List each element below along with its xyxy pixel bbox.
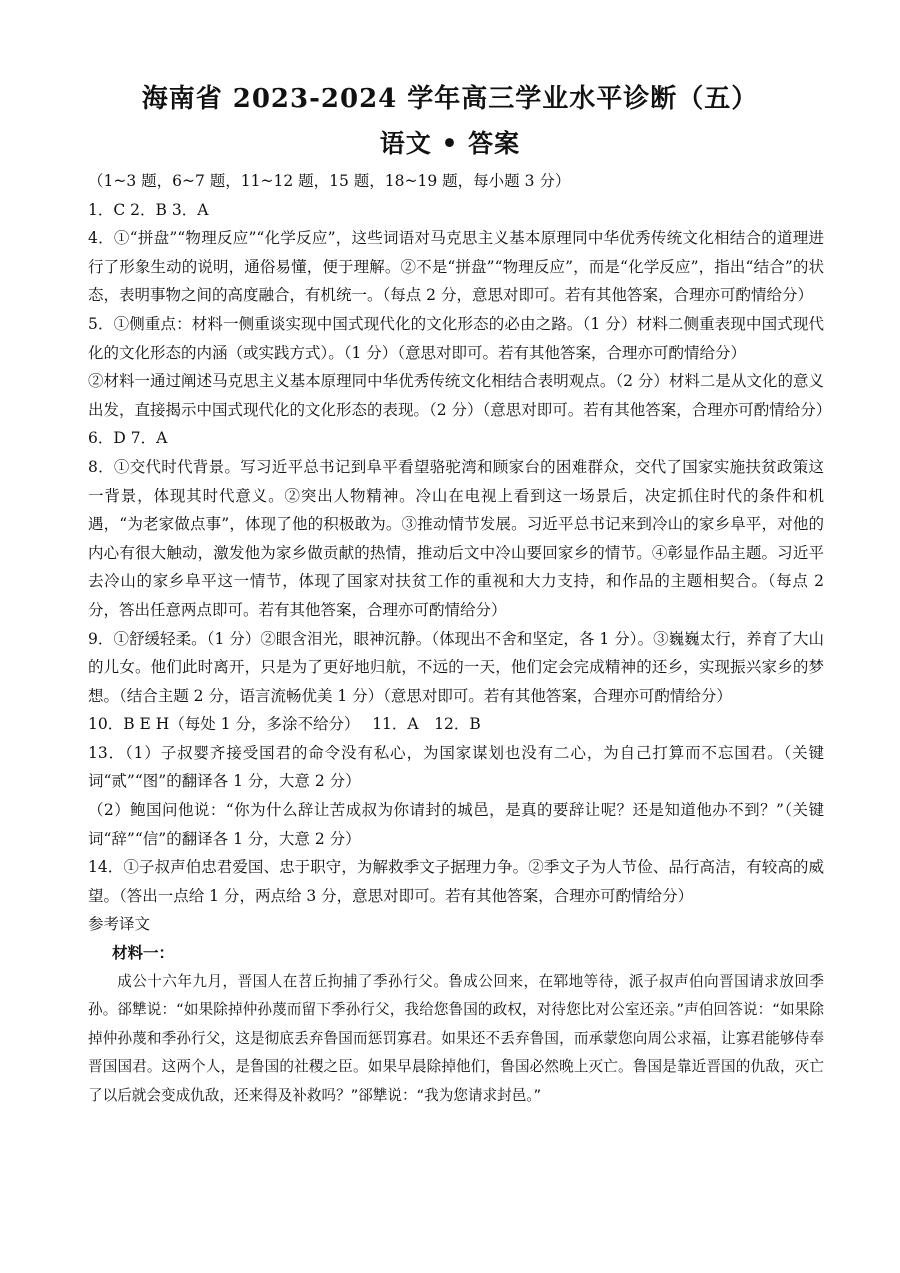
answer-q5-part2: ②材料一通过阐述马克思主义基本原理同中华优秀传统文化相结合表明观点。（2 分）材料二是从文化的意义出发，直接揭示中国式现代化的文化形态的表现。（2 分）（意思对即可。若有其他答案，合理亦可酌情给分） <box>88 372 832 419</box>
page-title: 海南省 2023-2024 学年高三学业水平诊断（五） <box>141 84 759 114</box>
answer-q13-1: 13．（1）子叔婴齐接受国君的命令没有私心，为国家谋划也没有二心，为自己打算而不忘国君。（关键词“贰”“图”的翻译各 1 分，大意 2 分） <box>88 743 824 791</box>
answer-q13-2: （2）鲍国问他说：“你为什么辞让苦成叔为你请封的城邑，是真的要辞让呢？还是知道他办不到？”（关键词“辞”“信”的翻译各 1 分，大意 2 分） <box>88 801 824 848</box>
page-subtitle: 语文 • 答案 <box>379 129 521 158</box>
material-one-translation: 成公十六年九月，晋国人在苕丘拘捕了季孙行父。鲁成公回来，在郓地等待，派子叔声伯向晋国请求放回季孙。郤犨说：“如果除掉仲孙蔑而留下季孙行父，我给您鲁国的政权，对待您比对公室还亲。”声伯回答说：“如果除掉仲孙蔑和季孙行父，这是彻底丢弃鲁国而惩罚寡君。如果还不丢弃鲁国，而承蒙您向周公求福，让寡君能够侍奉晋国国君。这两个人，是鲁国的社稷之臣。如果早晨除掉他们，鲁国必然晚上灭亡。鲁国是靠近晋国的仇敌，灭亡了以后就会变成仇敌，还来得及补救吗？”郤犨说：“我为您请求封邑。” <box>88 972 824 1104</box>
answer-q8: 8．①交代时代背景。写习近平总书记到阜平看望骆驼湾和顾家台的困难群众，交代了国家实施扶贫政策这一背景，体现其时代意义。②突出人物精神。冷山在电视上看到这一场景后，决定抓住时代的条件和机遇，“为老家做点事”，体现了他的积极敢为。③推动情节发展。习近平总书记来到冷山的家乡阜平，对他的内心有很大触动，激发他为家乡做贡献的热情，推动后文中冷山要回家乡的情节。④彰显作品主题。习近平去冷山的家乡阜平这一情节，体现了国家对扶贫工作的重视和大力支持，和作品的主题相契合。（每点 2 分，答出任意两点即可。若有其他答案，合理亦可酌情给分） <box>88 457 824 619</box>
answer-content <box>88 167 832 1111</box>
answer-q14: 14．①子叔声伯忠君爱国、忠于职守，为解救季文子据理力争。②季文子为人节俭、品行高洁，有较高的威望。（答出一点给 1 分，两点给 3 分，意思对即可。若有其他答案，合理亦可酌情给分） <box>88 858 824 905</box>
reference-translation-label: 参考译文 <box>88 915 151 934</box>
answer-q5-part1: 5．①侧重点：材料一侧重谈实现中国式现代化的文化形态的必由之路。（1 分）材料二侧重表现中国式现代化的文化形态的内涵（或实践方式）。（1 分）（意思对即可。若有其他答案，合理亦可酌情给分） <box>88 314 824 362</box>
answer-q6-7: 6．D 7．A <box>88 429 168 448</box>
answer-q4: 4．①“拼盘”“物理反应”“化学反应”，这些词语对马克思主义基本原理同中华优秀传统文化相结合的道理进行了形象生动的说明，通俗易懂，便于理解。②不是“拼盘”“物理反应”，而是“化学反应”，指出“结合”的状态，表明事物之间的高度融合，有机统一。（每点 2 分，意思对即可。若有其他答案，合理亦可酌情给分） <box>88 229 824 305</box>
answer-q9: 9．①舒缓轻柔。（1 分）②眼含泪光，眼神沉静。（体现出不舍和坚定，各 1 分）。③巍巍太行，养育了大山的儿女。他们此时离开，只是为了更好地归航，不远的一天，他们定会完成精神的还乡，实现振兴家乡的梦想。（结合主题 2 分，语言流畅优美 1 分）（意思对即可。若有其他答案，合理亦可酌情给分） <box>88 629 824 705</box>
material-one-heading: 材料一： <box>112 943 175 963</box>
answer-q10-12: 10．B E H（每处 1 分，多涂不给分） 11．A 12．B <box>88 715 481 734</box>
answer-q1-3: 1．C 2．B 3．A <box>88 200 209 219</box>
scoring-note: （1~3 题，6~7 题，11~12 题，15 题，18~19 题，每小题 3 分） <box>88 172 571 190</box>
